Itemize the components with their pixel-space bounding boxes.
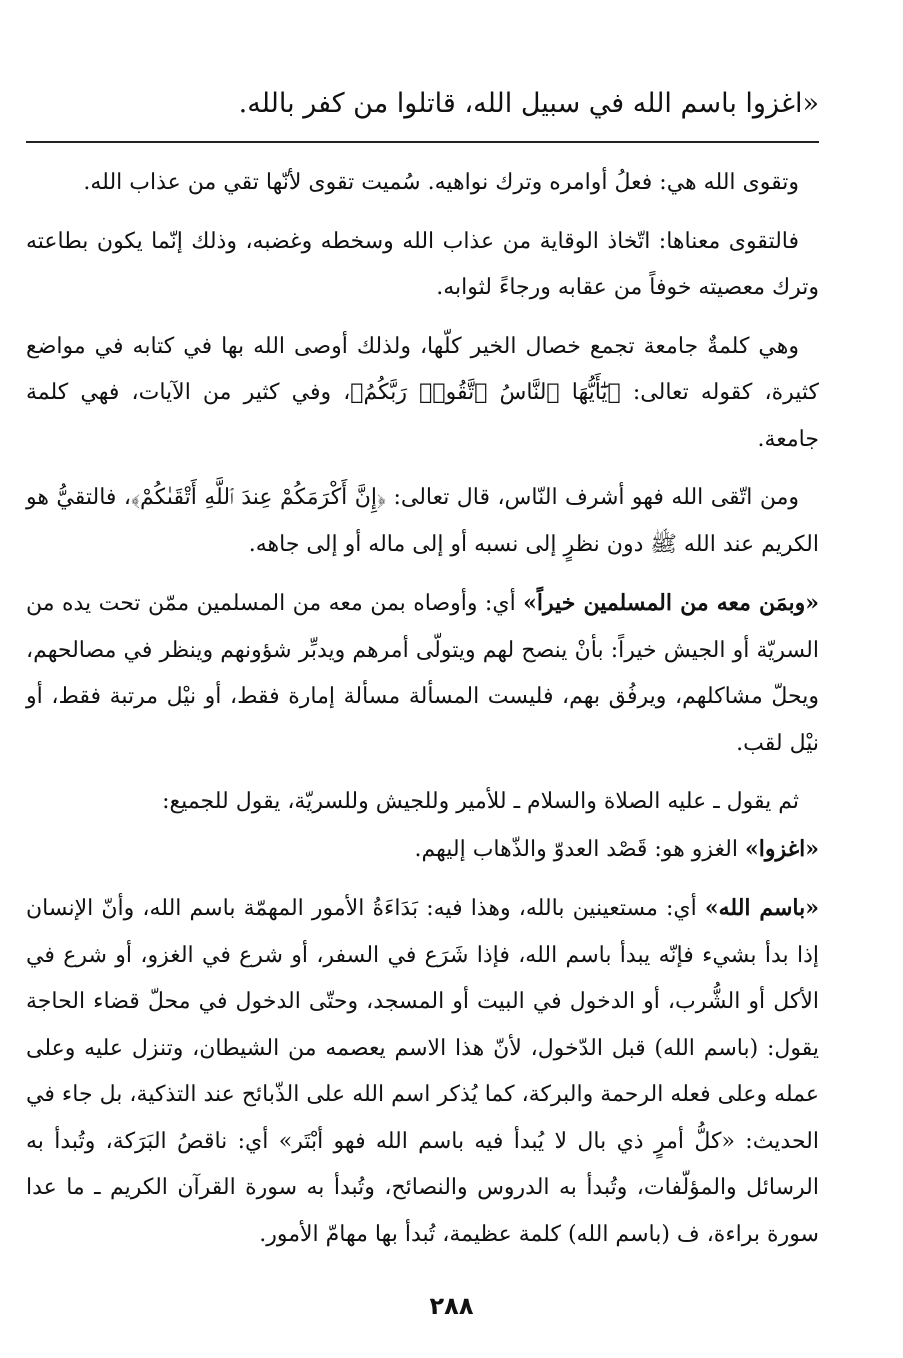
paragraph-then-says <box>26 779 819 826</box>
paragraph-lead: «وبمَن معه من المسلمين خيراً» <box>523 590 819 616</box>
paragraph-text: أي: مستعينين بالله، وهذا فيه: بَدَاءَةُ الأمور المهمّة باسم الله، وأنّ الإنسان إذا بدأ بشيء فإنّه يبدأ باسم الله، فإذا شَرَع في السفر، أو شرع في الغزو، أو شرع في الأكل أو الشُّرب، أو الدخول في البيت أو المسجد، وحتّى الدخول في محلّ قضاء الحاجة يقول: (باسم الله) قبل الدّخول، لأنّ هذا الاسم يعصمه من الشيطان، وتنزل عليه وعلى عمله وعلى فعله الرحمة والبركة، كما يُذكر اسم الله على الذّبائح عند التذكية، بل جاء في الحديث: «كلُّ أمرٍ ذي بال لا يُبدأ فيه باسم الله فهو أبْتَر» أي: ناقصُ البَرَكة، وتُبدأ به الرسائل والمؤلّفات، وتُبدأ به الدروس والنصائح، وتُبدأ به سورة القرآن الكريم ـ ما عدا سورة براءة، ف (باسم الله) كلمة عظيمة، تُبدأ بها مهامّ الأمور. <box>26 896 820 1247</box>
paragraph-text: فالتقوى معناها: اتّخاذ الوقاية من عذاب الله وسخطه وغضبه، وذلك إنّما يكون بطاعته وترك معصيته خوفاً من عقابه ورجاءً لثوابه. <box>26 228 819 300</box>
page-number: ٢٨٨ <box>429 1292 474 1320</box>
paragraph-comprehensive-word <box>26 324 819 464</box>
paragraph-text: وتقوى الله هي: فعلُ أوامره وترك نواهيه. سُميت تقوى لأنّها تقي من عذاب الله. <box>83 170 799 195</box>
paragraph-lead: «باسم الله» <box>704 895 819 921</box>
paragraph-bismillah <box>26 885 819 1258</box>
paragraph-taqwa-meaning <box>26 219 819 312</box>
paragraph-text: وهي كلمةٌ جامعة تجمع خصال الخير كلّها، ولذلك أوصى الله بها في كتابه في مواضع كثيرة، كقوله تعالى: ﴿يَٰٓأَيُّهَا ٱلنَّاسُ ٱتَّقُوا۟ رَبَّكُمُ﴾، وفي كثير من الآيات، فهي كلمة جامعة. <box>26 333 819 452</box>
paragraph-taqwa-definition <box>26 160 819 207</box>
paragraph-text: الغزو هو: قَصْد العدوّ والذّهاب إليهم. <box>414 836 745 862</box>
paragraph-text: ثم يقول ـ عليه الصلاة والسلام ـ للأمير وللجيش وللسريّة، يقول للجميع: <box>162 789 799 814</box>
paragraph-most-honorable <box>26 475 819 568</box>
paragraph-text: ومن اتّقى الله فهو أشرف النّاس، قال تعالى: ﴿إِنَّ أَكْرَمَكُمْ عِندَ ٱللَّهِ أَتْقَىٰكُمْ﴾، فالتقيُّ هو الكريم عند الله ﷺ دون نظرٍ إلى نسبه أو إلى ماله أو إلى جاهه. <box>26 485 819 557</box>
paragraph-lead: «اغزوا» <box>745 835 819 862</box>
paragraph-ghazw <box>26 826 819 874</box>
hadith-header: «اغزوا باسم الله في سبيل الله، قاتلوا من كفر بالله. <box>238 88 819 119</box>
body-text <box>26 160 819 1270</box>
header-divider <box>26 141 819 143</box>
paragraph-text: أي: وأوصاه بمن معه من المسلمين ممّن تحت يده من السريّة أو الجيش خيراً: بأنْ ينصح لهم ويتولّى أمرهم ويدبِّر شؤونهم وينظر في مصالحهم، ويحلّ مشاكلهم، ويرفُق بهم، فليست المسألة مسألة إمارة فقط، أو نيْل مرتبة فقط، أو نيْل لقب. <box>26 591 819 756</box>
paragraph-muslims-good <box>26 580 819 767</box>
